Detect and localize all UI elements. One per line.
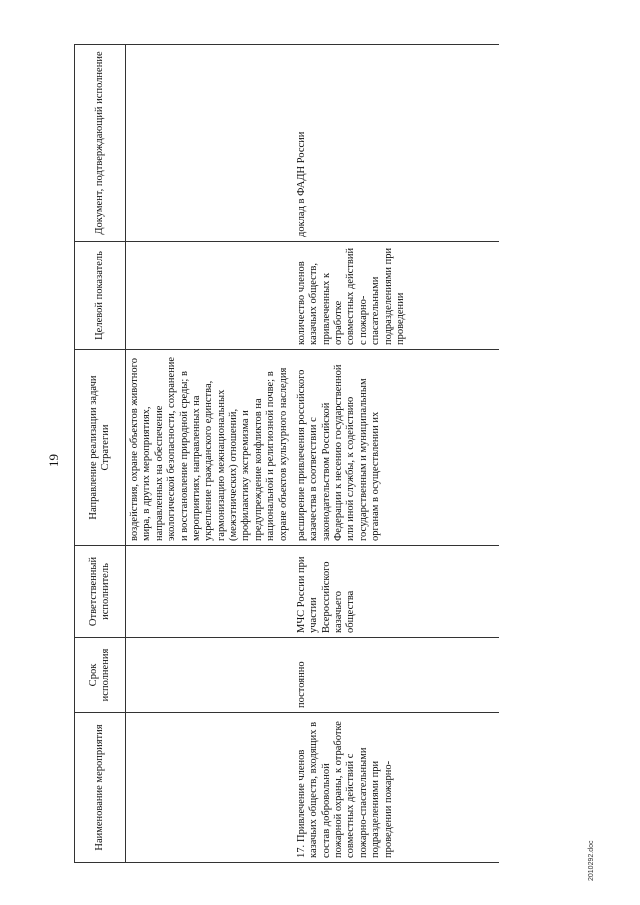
cell-responsible: МЧС России при участии Всероссийского казачьего общества bbox=[293, 546, 499, 638]
cell-direction: воздействия, охране объектов животного мира, в других мероприятиях, направленных на обеспечение экологической безопасности, сохранение и восстановление природной среды; в мероприятиях, направленных на укрепление гражданского единства, гармонизацию межнациональных (межэтнических) отношений, профилактику экстремизма и предупреждение конфликтов на национальной и религиозной почве; в охране объектов культурного наследия bbox=[126, 350, 293, 546]
cell-name bbox=[126, 713, 293, 863]
table-row-continuation bbox=[126, 45, 293, 863]
cell-document bbox=[126, 45, 293, 242]
table-header-row bbox=[75, 45, 126, 863]
cell-target bbox=[126, 242, 293, 350]
cell-document: доклад в ФАДН России bbox=[293, 45, 499, 242]
cell-name bbox=[293, 713, 499, 863]
col-header-target: Целевой показатель bbox=[75, 242, 126, 350]
cell-responsible bbox=[126, 546, 293, 638]
col-header-deadline: Срок исполнения bbox=[75, 638, 126, 713]
col-header-name: Наименование мероприятия bbox=[75, 713, 126, 863]
col-header-document: Документ, подтверждающий исполнение bbox=[75, 45, 126, 242]
page-number: 19 bbox=[46, 454, 61, 467]
col-header-responsible: Ответственный исполнитель bbox=[75, 546, 126, 638]
measure-name: Привлечение членов казачьих обществ, входящих в состав добровольной пожарной охраны, к отработке совместных действий с пожарно-спасательными подразделениями при проведении пожарно- bbox=[295, 721, 394, 858]
col-header-direction: Направление реализации задачи Стратегии bbox=[75, 350, 126, 546]
rotated-page bbox=[40, 25, 600, 885]
cell-deadline bbox=[126, 638, 293, 713]
document-filename: 2010292.doc bbox=[588, 840, 595, 881]
row-number: 17. bbox=[295, 844, 307, 858]
cell-target: количество членов казачьих обществ, привлеченных к отработке совместных действий с пожарно-спасательными подразделениями при проведении bbox=[293, 242, 499, 350]
cell-direction: расширение привлечения российского казачества в соответствии с законодательством Российской Федерации к несению государственной или иной службы, к содействию государственным и муниципальным органам в осуществлении их bbox=[293, 350, 499, 546]
cell-deadline: постоянно bbox=[293, 638, 499, 713]
table-row-17 bbox=[293, 45, 499, 863]
measures-table bbox=[74, 44, 499, 863]
